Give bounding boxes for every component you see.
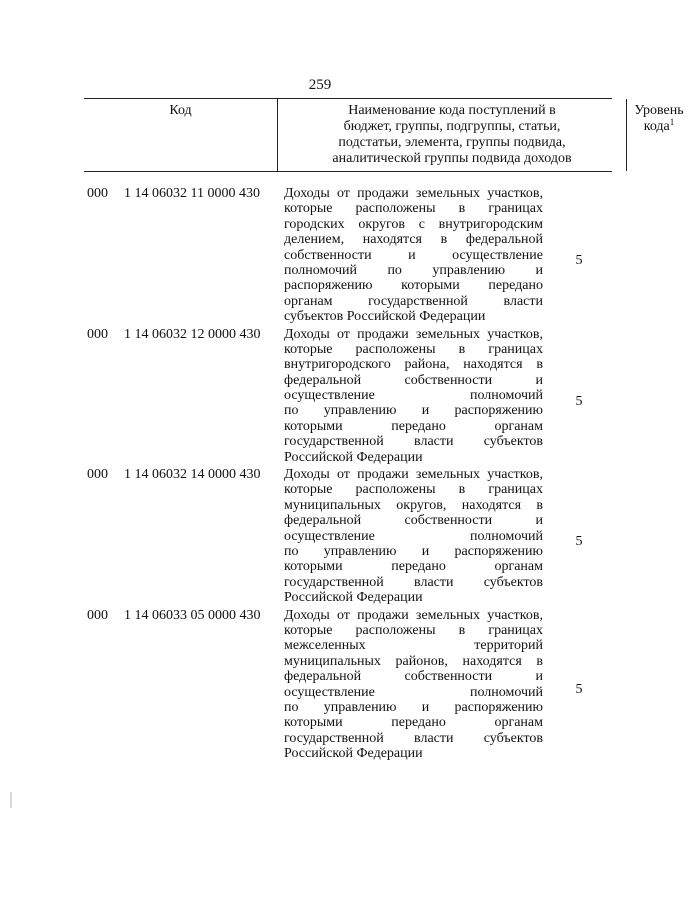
description-line: осуществление полномочий <box>284 388 543 404</box>
classification-code: 1 14 06032 14 0000 430 <box>124 467 261 483</box>
income-description <box>284 467 543 606</box>
description-line: муниципальных округов, находятся в <box>284 497 543 513</box>
description-line: городских округов с внутригородским <box>284 216 543 232</box>
description-line: осуществление полномочий <box>284 528 543 544</box>
description-line: делением, находятся в федеральной <box>284 232 543 248</box>
header-code: Код <box>169 103 192 118</box>
admin-code: 000 <box>87 607 108 623</box>
description-line: которыми передано органам <box>284 418 543 434</box>
income-description <box>284 327 543 466</box>
description-line: которые расположены в границах <box>284 622 543 638</box>
level-value: 5 <box>575 253 583 268</box>
page-number: 259 <box>308 77 332 93</box>
description-line: которыми передано органам <box>284 559 543 575</box>
description-line: которые расположены в границах <box>284 341 543 357</box>
classification-code: 1 14 06032 12 0000 430 <box>124 326 261 342</box>
description-line: полномочий по управлению и <box>284 262 543 278</box>
header-name-line: аналитической группы подвида доходов <box>332 151 572 166</box>
classification-code: 1 14 06033 05 0000 430 <box>124 607 261 623</box>
level-value: 5 <box>575 681 583 697</box>
level-value: 5 <box>575 393 583 409</box>
table-row <box>0 467 640 606</box>
table-header <box>84 98 684 172</box>
description-line: муниципальных районов, находятся в <box>284 653 543 669</box>
description-line: Российской Федерации <box>284 746 423 762</box>
admin-code: 000 <box>87 186 108 201</box>
header-name-line: бюджет, группы, подгруппы, статьи, <box>343 119 561 134</box>
description-line: субъектов Российской Федерации <box>284 309 486 325</box>
header-level-label: кода <box>643 119 670 134</box>
description-line: государственной власти субъектов <box>284 434 543 450</box>
description-line: распоряжению которыми передано <box>284 278 543 294</box>
income-description <box>284 608 543 762</box>
table-row <box>0 608 640 762</box>
table-row <box>0 186 640 325</box>
footnote-marker: 1 <box>669 117 675 127</box>
classification-code: 1 14 06032 11 0000 430 <box>124 186 260 201</box>
description-line: Доходы от продажи земельных участков, <box>284 186 543 201</box>
description-line: государственной власти субъектов <box>284 730 543 746</box>
description-line: государственной власти субъектов <box>284 574 543 590</box>
description-line: Доходы от продажи земельных участков, <box>284 607 543 623</box>
header-name-line: Наименование кода поступлений в <box>348 103 556 118</box>
description-line: федеральной собственности и <box>284 669 543 685</box>
admin-code: 000 <box>87 467 108 483</box>
description-line: органам государственной власти <box>284 293 543 309</box>
description-line: межселенных территорий <box>284 638 543 654</box>
admin-code: 000 <box>87 326 108 342</box>
description-line: Российской Федерации <box>284 449 423 465</box>
description-line: Доходы от продажи земельных участков, <box>284 326 543 342</box>
income-description <box>284 186 543 325</box>
header-name-line: подстатьи, элемента, группы подвида, <box>338 135 566 150</box>
level-value: 5 <box>575 534 583 550</box>
description-line: которые расположены в границах <box>284 482 543 498</box>
description-line: по управлению и распоряжению <box>284 699 543 715</box>
header-level-line: Уровень <box>634 103 684 118</box>
scan-edge-mark <box>10 792 12 808</box>
description-line: осуществление полномочий <box>284 684 543 700</box>
description-line: Российской Федерации <box>284 590 423 606</box>
description-line: внутригородского района, находятся в <box>284 357 543 373</box>
description-line: которыми передано органам <box>284 715 543 731</box>
description-line: федеральной собственности и <box>284 372 543 388</box>
header-level-line <box>627 119 691 135</box>
description-line: Доходы от продажи земельных участков, <box>284 467 543 483</box>
description-line: которые расположены в границах <box>284 201 543 217</box>
description-line: собственности и осуществление <box>284 247 543 263</box>
header-level <box>627 99 691 171</box>
description-line: по управлению и распоряжению <box>284 543 543 559</box>
header-name <box>277 99 627 171</box>
table-body <box>0 186 640 761</box>
description-line: федеральной собственности и <box>284 513 543 529</box>
table-row <box>0 327 640 466</box>
description-line: по управлению и распоряжению <box>284 403 543 419</box>
